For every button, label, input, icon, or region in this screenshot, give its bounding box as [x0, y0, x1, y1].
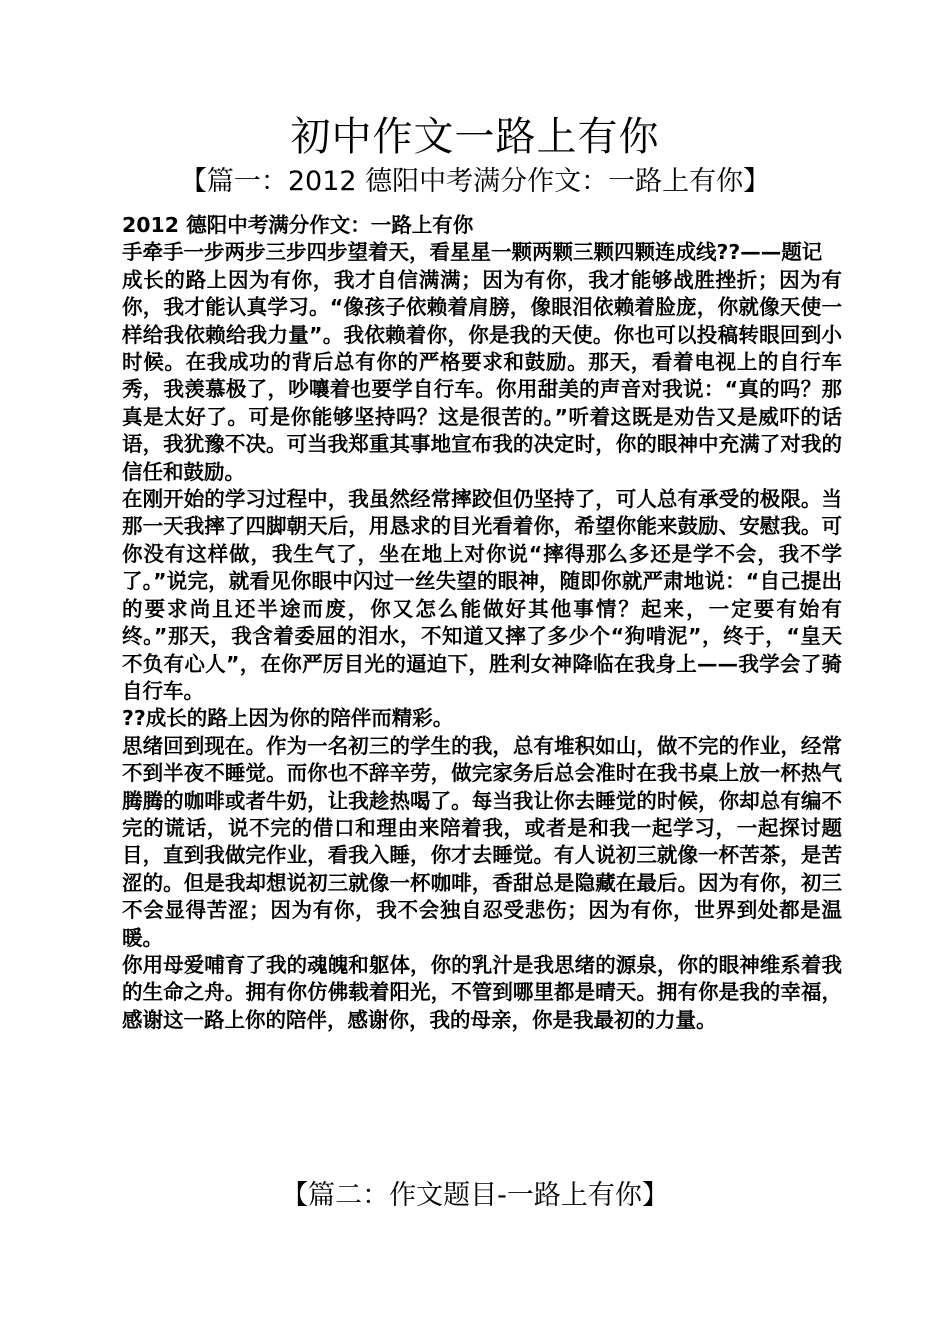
epigraph: 手牵手一步两步三步四步望着天，看星星一颗两颗三颗四颗连成线??——题记	[122, 240, 823, 265]
section-heading-1: 【篇一：2012 德阳中考满分作文：一路上有你】	[179, 166, 771, 197]
paragraph: 思绪回到现在。作为一名初三的学生的我，总有堆积如山，做不完的作业，经常不到半夜不睡觉。而你也不辞辛劳，做完家务后总会准时在我书桌上放一杯热气腾腾的咖啡或者牛奶，让我趁热喝了。每当我让你去睡觉的时候，你却总有编不完的谎话，说不完的借口和理由来陪着我，或者是和我一起学习，一起探讨题目，直到我做完作业，看我入睡，你才去睡觉。有人说初三就像一杯苦茶，是苦涩的。但是我却想说初三就像一杯咖啡，香甜总是隐藏在最后。因为有你，初三不会显得苦涩；因为有你，我不会独自忍受悲伤；因为有你，世界到处都是温暖。	[122, 733, 842, 950]
essay-title: 2012 德阳中考满分作文：一路上有你	[122, 213, 474, 237]
paragraph: ??成长的路上因为你的陪伴而精彩。	[122, 706, 454, 731]
paragraph: 成长的路上因为有你，我才自信满满；因为有你，我才能够战胜挫折；因为有你，我才能认真学习。“像孩子依赖着肩膀，像眼泪依赖着脸庞，你就像天使一样给我依赖给我力量”。我依赖着你，你是我的天使。你也可以投稿转眼回到小时候。在我成功的背后总有你的严格要求和鼓励。那天，看着电视上的自行车秀，我羡慕极了，吵嚷着也要学自行车。你用甜美的声音对我说：“真的吗？那真是太好了。可是你能够坚持吗？这是很苦的。”听着这既是劝告又是威吓的话语，我犹豫不决。可当我郑重其事地宣布我的决定时，你的眼神中充满了对我的信任和鼓励。	[122, 267, 842, 484]
paragraph: 在刚开始的学习过程中，我虽然经常摔跤但仍坚持了，可人总有承受的极限。当那一天我摔了四脚朝天后，用恳求的目光看着你，希望你能来鼓励、安慰我。可你没有这样做，我生气了，坐在地上对你说“摔得那么多还是学不会，我不学了。”说完，就看见你眼中闪过一丝失望的眼神，随即你就严肃地说：“自己提出的要求尚且还半途而废，你又怎么能做好其他事情？起来，一定要有始有终。”那天，我含着委屈的泪水，不知道又摔了多少个“狗啃泥”，终于，“皇天不负有心人”，在你严厉目光的逼迫下，胜利女神降临在我身上——我学会了骑自行车。	[122, 487, 842, 703]
section-heading-2: 【篇二：作文题目-一路上有你】	[281, 1180, 669, 1211]
paragraph: 你用母爱哺育了我的魂魄和躯体，你的乳汁是我思绪的源泉，你的眼神维系着我的生命之舟。拥有你仿佛载着阳光，不管到哪里都是晴天。拥有你是我的幸福，感谢这一路上你的陪伴，感谢你，我的母亲，你是我最初的力量。	[122, 952, 842, 1032]
essay-body	[114, 212, 842, 1034]
page-title: 初中作文一路上有你	[290, 114, 660, 160]
